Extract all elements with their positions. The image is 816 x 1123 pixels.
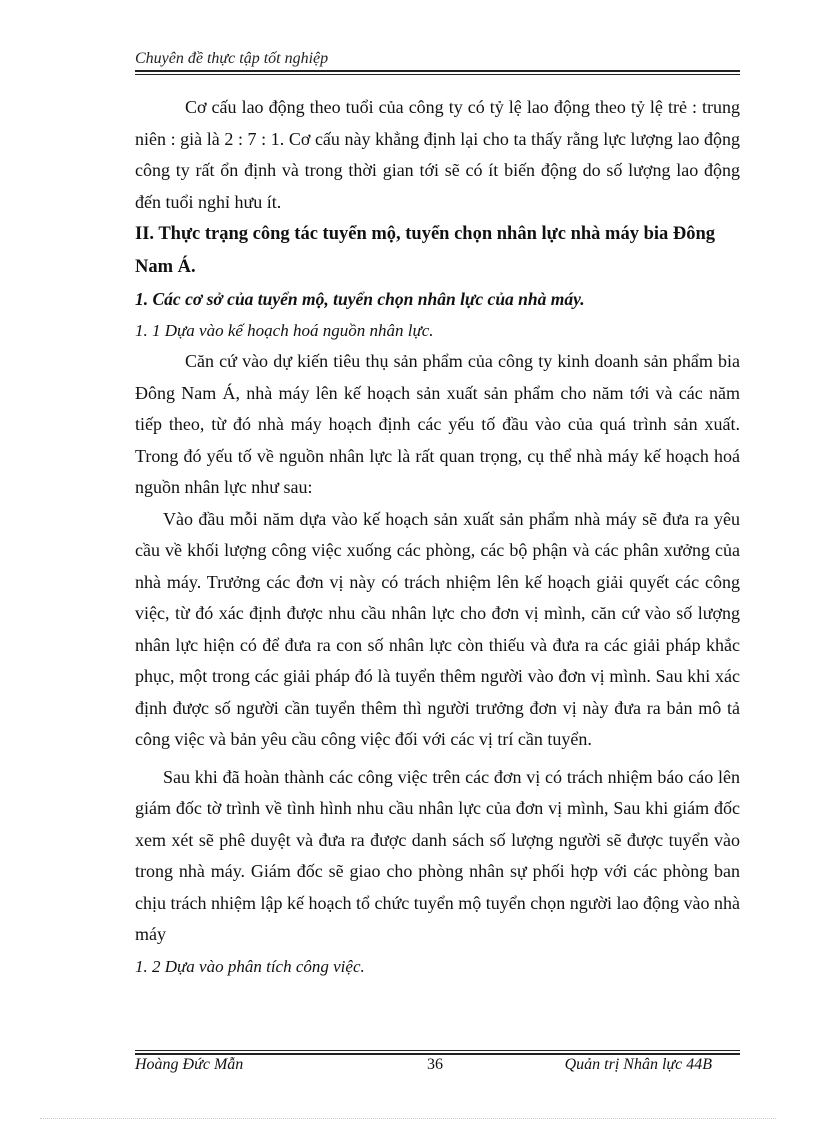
footer-rule-thin [135,1050,740,1051]
page-body [135,92,740,982]
paragraph-director-approval: Sau khi đã hoàn thành các công việc trên các đơn vị có trách nhiệm báo cáo lên giám đốc tờ trình về tình hình nhu cầu nhân lực của đơn vị mình, Sau khi giám đốc xem xét sẽ phê duyệt và đưa ra được danh sách số lượng người sẽ được tuyển vào trong nhà máy. Giám đốc sẽ giao cho phòng nhân sự phối hợp với các phòng ban chịu trách nhiệm lập kế hoạch tổ chức tuyển mộ tuyển chọn người lao động vào nhà máy [135,766,740,944]
header-title: Chuyên đề thực tập tốt nghiệp [135,50,329,67]
header-rule-thin [135,74,740,75]
paragraph-annual-process: Vào đầu mỗi năm dựa vào kế hoạch sản xuất sản phẩm nhà máy sẽ đưa ra yêu cầu về khối lượng công việc xuống các phòng, các bộ phận và các phân xưởng của nhà máy. Trưởng các đơn vị này có trách nhiệm lên kế hoạch giải quyết các công việc, từ đó xác định được nhu cầu nhân lực cho đơn vị mình, căn cứ vào số lượng nhân lực hiện có để đưa ra con số nhân lực còn thiếu và đưa ra các giải pháp khắc phục, một trong các giải pháp đó là tuyển thêm người vào đơn vị mình. Sau khi xác định được số người cần tuyển thêm thì người trưởng đơn vị này đưa ra bản mô tả công việc và bản yêu cầu công việc đối với các vị trí cần tuyển. [135,508,740,749]
sub-sub-heading-job-analysis: 1. 2 Dựa vào phân tích công việc. [135,956,365,976]
footer-page-number: 36 [427,1056,443,1073]
paragraph-hr-planning: Căn cứ vào dự kiến tiêu thụ sản phẩm của công ty kinh doanh sản phẩm bia Đông Nam Á, nhà máy lên kế hoạch sản xuất sản phẩm cho năm tới và các năm tiếp theo, từ đó nhà máy hoạch định các yếu tố đầu vào của quá trình sản xuất. Trong đó yếu tố về nguồn nhân lực là rất quan trọng, cụ thể nhà máy kế hoạch hoá nguồn nhân lực như sau: [135,351,740,497]
sub-heading: 1. Các cơ sở của tuyển mộ, tuyển chọn nhân lực của nhà máy. [135,289,585,309]
section-heading: II. Thực trạng công tác tuyển mộ, tuyển chọn nhân lực nhà máy bia Đông Nam Á. [135,224,716,277]
footer-department: Quản trị Nhân lực 44B [564,1056,712,1073]
footer-author: Hoàng Đức Mẫn [135,1056,244,1073]
paragraph-age-structure: Cơ cấu lao động theo tuổi của công ty có tỷ lệ lao động theo tỷ lệ trẻ : trung niên : già là 2 : 7 : 1. Cơ cấu này khẳng định lại cho ta thấy rằng lực lượng lao động công ty rất ổn định và trong thời gian tới sẽ có ít biến động do số lượng lao động đến tuổi nghỉ hưu ít. [135,97,740,212]
footer-rule [135,1053,740,1055]
sub-sub-heading-hr-planning: 1. 1 Dựa vào kế hoạch hoá nguồn nhân lực. [135,321,434,340]
page-footer [135,1056,740,1078]
page-edge-divider [40,1118,776,1119]
header-rule [135,70,740,72]
